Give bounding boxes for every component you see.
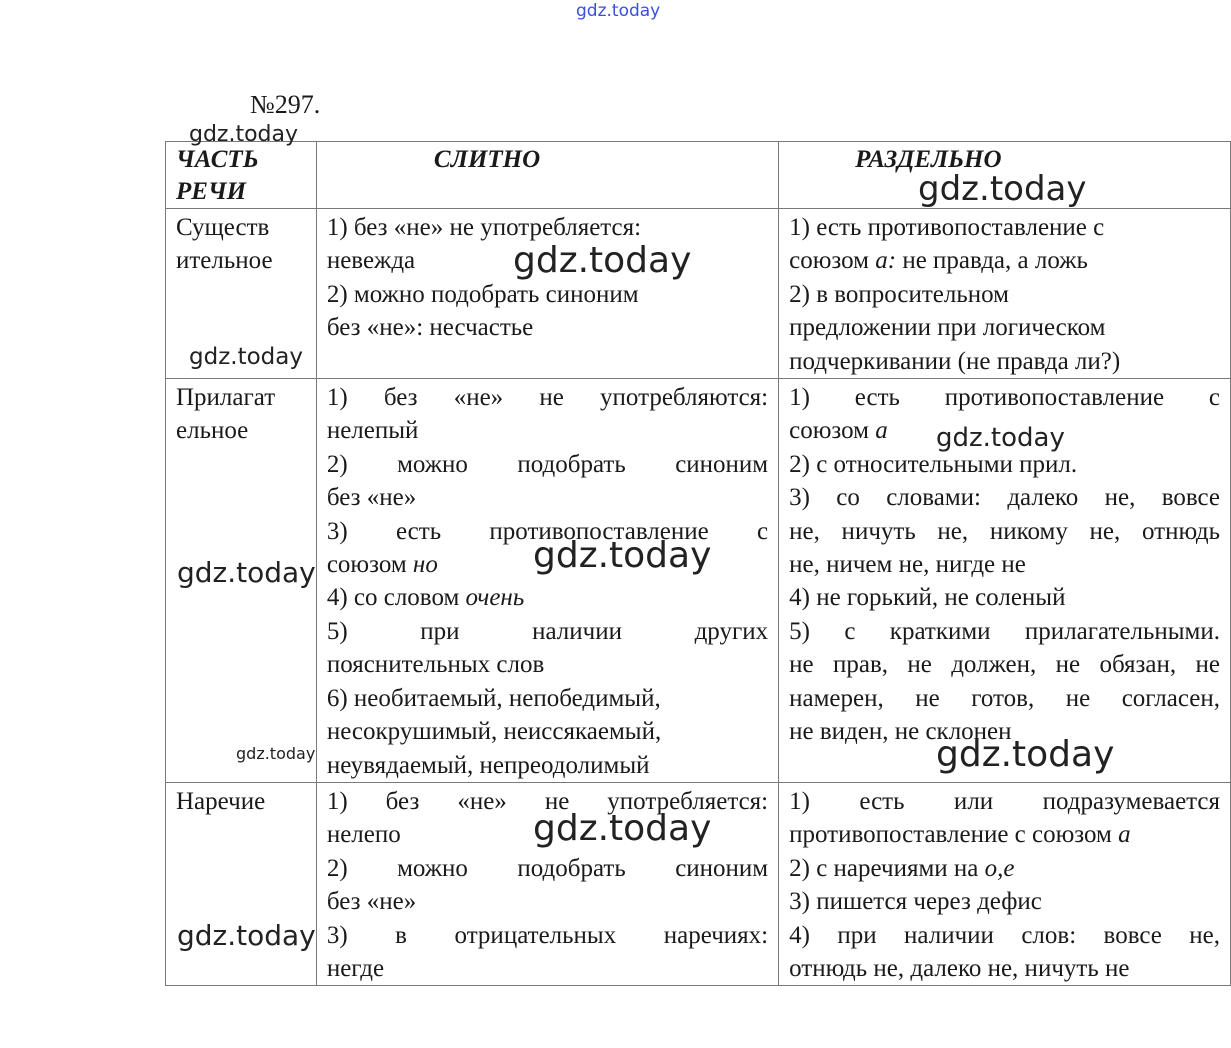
rule-line: 1) без «не» не употребляется: [326, 214, 642, 241]
cell-part-adverb [166, 782, 317, 985]
cell-separate-noun [779, 209, 1231, 379]
rule-line: 2) в вопросительном [789, 280, 1009, 308]
rule-line: 1) есть или подразумевается [789, 787, 1220, 815]
watermark: gdz.today [236, 744, 316, 763]
rule-line: нелепо [326, 821, 401, 849]
rule-text: 4) со словом [326, 584, 466, 612]
rule-line: 4) не горький, не соленый [789, 584, 1066, 612]
header-part-line2: РЕЧИ [176, 178, 247, 205]
rule-line: 3) в отрицательных наречиях: [326, 921, 769, 949]
word-italic: очень [465, 584, 525, 612]
rule-line: 3) пишется через дефис [789, 888, 1042, 916]
rule-text: союзом [789, 417, 876, 445]
cell-together-noun [316, 209, 778, 379]
watermark: gdz.today [189, 344, 303, 370]
rule-line: 3) со словами: далеко не, вовсе [789, 484, 1220, 512]
watermark: gdz.today [936, 423, 1065, 453]
rule-line: 1) без «не» не употребляется: [326, 787, 769, 815]
conjunction-italic: а: [875, 247, 897, 275]
rule-line: несокрушимый, неиссякаемый, [326, 718, 662, 746]
rule-line: пояснительных слов [326, 651, 545, 679]
rule-text: не правда, а ложь [896, 247, 1088, 275]
watermark: gdz.today [918, 169, 1087, 209]
rule-line: не, ничуть не, никому не, отнюдь [789, 517, 1220, 545]
part-line: ельное [176, 417, 249, 445]
rule-line: негде [326, 954, 385, 982]
table-row-noun [166, 209, 1231, 379]
rule-line: 6) необитаемый, непобедимый, [326, 684, 661, 712]
rule-line: не, ничем не, нигде не [789, 551, 1026, 579]
header-part-of-speech [166, 142, 317, 209]
watermark-top: gdz.today [576, 1, 661, 21]
rule-line: без «не» [326, 888, 417, 916]
rule-line: не виден, не склонен [789, 718, 1012, 746]
rule-line: 5) при наличии других [326, 617, 769, 645]
part-line: ительное [176, 247, 273, 275]
rule-line [789, 852, 1220, 885]
rule-line: 2) с относительными прил. [789, 450, 1078, 478]
rule-line [789, 244, 1220, 277]
cell-separate-adverb [779, 782, 1231, 985]
rule-text: союзом [789, 247, 876, 275]
watermark: gdz.today [936, 734, 1115, 775]
header-part-line1: ЧАСТЬ [176, 146, 259, 173]
watermark: gdz.today [189, 122, 299, 147]
rule-line: отнюдь не, далеко не, ничуть не [789, 954, 1130, 982]
conjunction-italic: а [1118, 821, 1131, 849]
rule-line: неувядаемый, непреодолимый [326, 751, 650, 779]
rule-line: не прав, не должен, не обязан, не [789, 651, 1220, 679]
part-line: Прилагат [176, 384, 276, 412]
rule-line: невежда [326, 247, 416, 275]
conjunction-italic: а [875, 417, 888, 445]
suffix-italic: о,е [984, 854, 1015, 882]
rule-line: без «не» [326, 484, 417, 512]
rule-line: 1) есть противопоставление с [789, 214, 1105, 241]
header-separate: РАЗДЕЛЬНО [779, 142, 1231, 209]
rule-line: подчеркивании (не правда ли?) [789, 347, 1121, 375]
part-line: Наречие [176, 787, 266, 815]
table-row-adjective [166, 379, 1231, 783]
rule-line: предложении при логическом [789, 314, 1106, 342]
rule-text: 2) с наречиями на [789, 854, 985, 882]
task-number: №297. [250, 90, 321, 119]
watermark: gdz.today [513, 240, 692, 281]
rule-line: нелепый [326, 417, 419, 445]
rule-line: намерен, не готов, не согласен, [789, 684, 1220, 712]
rule-line: 2) можно подобрать синоним [326, 450, 769, 478]
part-line: Существ [176, 214, 270, 241]
cell-together-adjective [316, 379, 778, 783]
rule-text: союзом [326, 551, 413, 579]
rule-line: 1) без «не» не употребляются: [326, 384, 769, 412]
rule-line: 3) есть противопоставление с [326, 517, 769, 545]
rule-line: 1) есть противопоставление с [789, 384, 1220, 412]
conjunction-italic: но [412, 551, 438, 579]
rule-line: 2) можно подобрать синоним [326, 280, 639, 308]
watermark: gdz.today [533, 808, 712, 849]
rule-line [327, 581, 768, 614]
header-together: СЛИТНО [316, 142, 778, 209]
rule-line: 5) с краткими прилагательными. [789, 617, 1220, 645]
watermark: gdz.today [177, 919, 316, 952]
watermark: gdz.today [533, 535, 712, 576]
rule-line: без «не»: несчастье [326, 314, 534, 342]
rule-line [789, 818, 1220, 851]
watermark: gdz.today [177, 556, 316, 589]
rule-line: 4) при наличии слов: вовсе не, [789, 921, 1220, 949]
rule-line: 2) можно подобрать синоним [326, 854, 769, 882]
rule-text: противопоставление с союзом [789, 821, 1119, 849]
